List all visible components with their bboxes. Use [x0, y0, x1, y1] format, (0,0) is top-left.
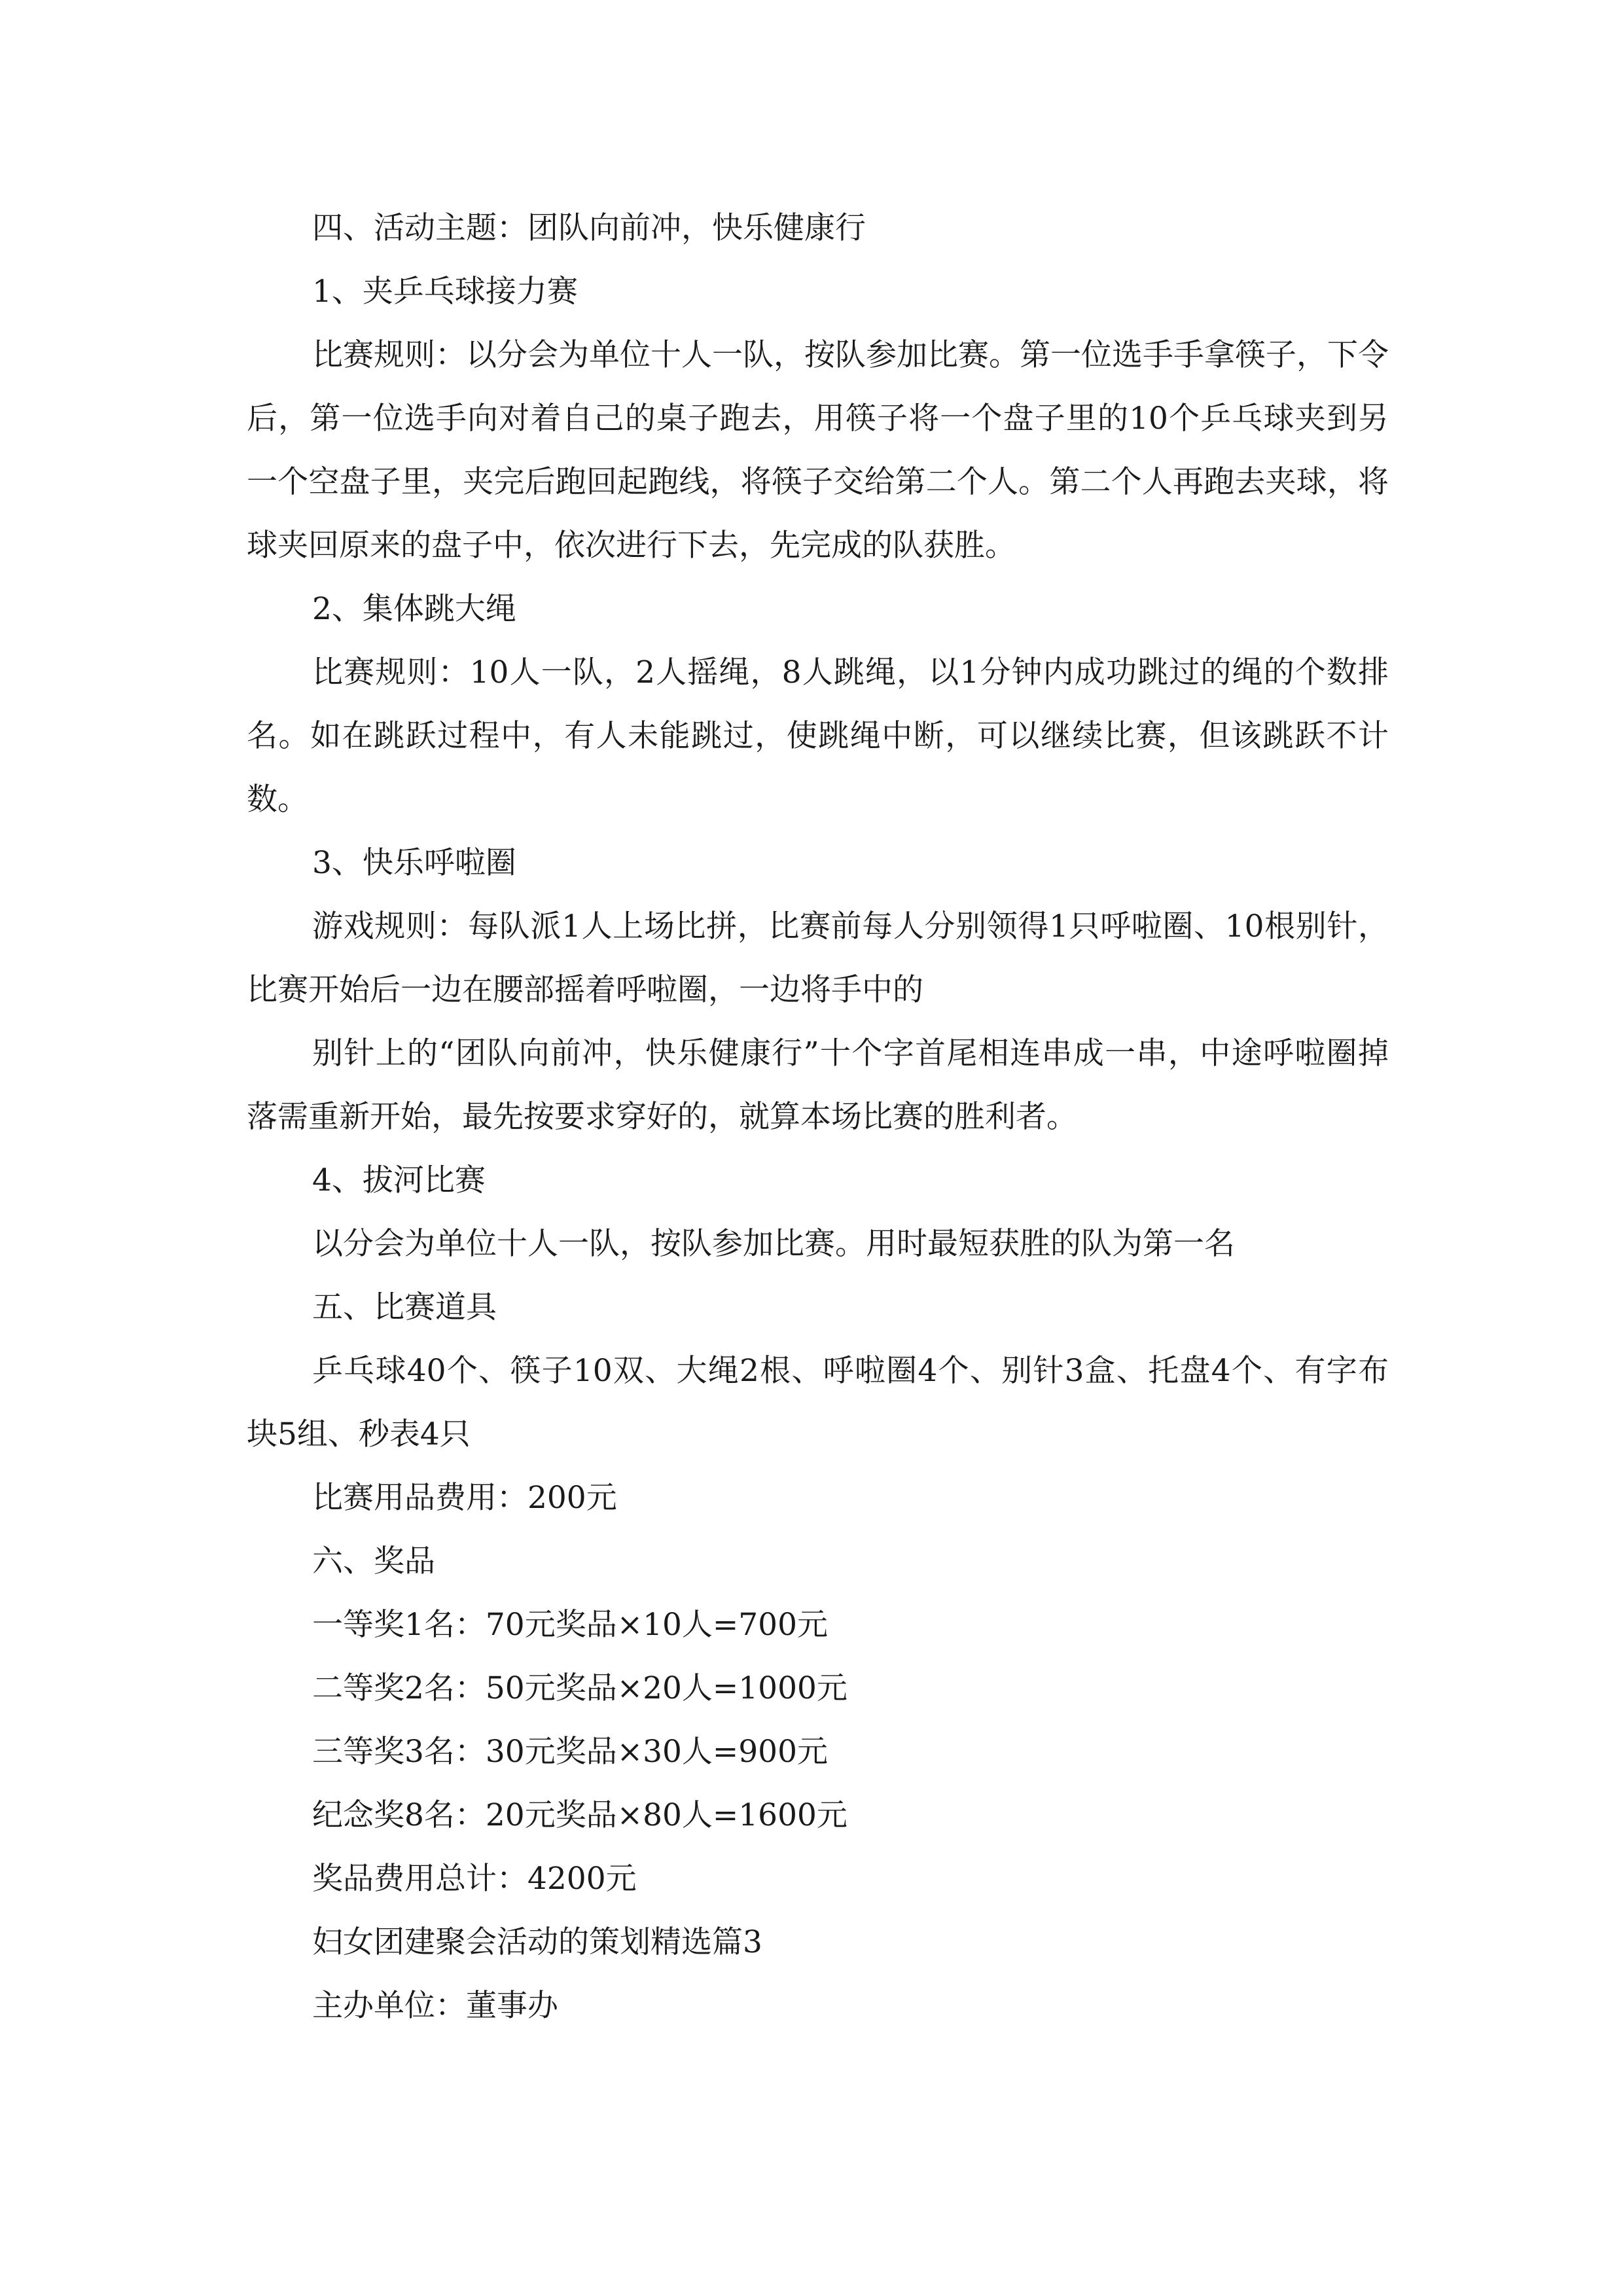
item-heading-jump-rope: 2、集体跳大绳: [312, 591, 516, 627]
equipment-list: 乒乓球40个、筷子10双、大绳2根、呼啦圈4个、别针3盒、托盘4个、有字布块5组、秒表4只: [247, 1353, 1389, 1452]
prize-third: 三等奖3名：30元奖品×30人=900元: [312, 1734, 828, 1770]
rules-jump-rope: 比赛规则：10人一队，2人摇绳，8人跳绳，以1分钟内成功跳过的绳的个数排名。如在跳跃过程中，有人未能跳过，使跳绳中断，可以继续比赛，但该跳跃不计数。: [247, 655, 1389, 817]
rules-hula-hoop-part2: 别针上的“团队向前冲，快乐健康行”十个字首尾相连串成一串，中途呼啦圈掉落需重新开始，最先按要求穿好的，就算本场比赛的胜利者。: [247, 1035, 1389, 1135]
heading-prizes: 六、奖品: [312, 1543, 435, 1579]
prize-first: 一等奖1名：70元奖品×10人=700元: [312, 1607, 828, 1643]
document-body: [247, 196, 1389, 2037]
rules-hula-hoop-part1: 游戏规则：每队派1人上场比拼，比赛前每人分别领得1只呼啦圈、10根别针，比赛开始后一边在腰部摇着呼啦圈，一边将手中的: [247, 908, 1389, 1008]
heading-theme: 四、活动主题：团队向前冲，快乐健康行: [312, 210, 866, 246]
item-heading-hula-hoop: 3、快乐呼啦圈: [312, 845, 516, 881]
heading-equipment: 五、比赛道具: [312, 1289, 497, 1325]
item-heading-tug-of-war: 4、拔河比赛: [312, 1162, 486, 1198]
prize-commemorative: 纪念奖8名：20元奖品×80人=1600元: [312, 1797, 847, 1833]
section-title-part3: 妇女团建聚会活动的策划精选篇3: [312, 1924, 762, 1960]
item-heading-pingpong-relay: 1、夹乒乓球接力赛: [312, 274, 578, 310]
organizer: 主办单位：董事办: [312, 1988, 558, 2024]
prize-second: 二等奖2名：50元奖品×20人=1000元: [312, 1670, 847, 1706]
equipment-cost: 比赛用品费用：200元: [312, 1480, 617, 1516]
prize-total: 奖品费用总计：4200元: [312, 1861, 637, 1897]
rules-pingpong-relay: 比赛规则：以分会为单位十人一队，按队参加比赛。第一位选手手拿筷子，下令后，第一位选手向对着自己的桌子跑去，用筷子将一个盘子里的10个乒乓球夹到另一个空盘子里，夹完后跑回起跑线，将筷子交给第二个人。第二个人再跑去夹球，将球夹回原来的盘子中，依次进行下去，先完成的队获胜。: [247, 337, 1389, 564]
rules-tug-of-war: 以分会为单位十人一队，按队参加比赛。用时最短获胜的队为第一名: [312, 1226, 1235, 1262]
